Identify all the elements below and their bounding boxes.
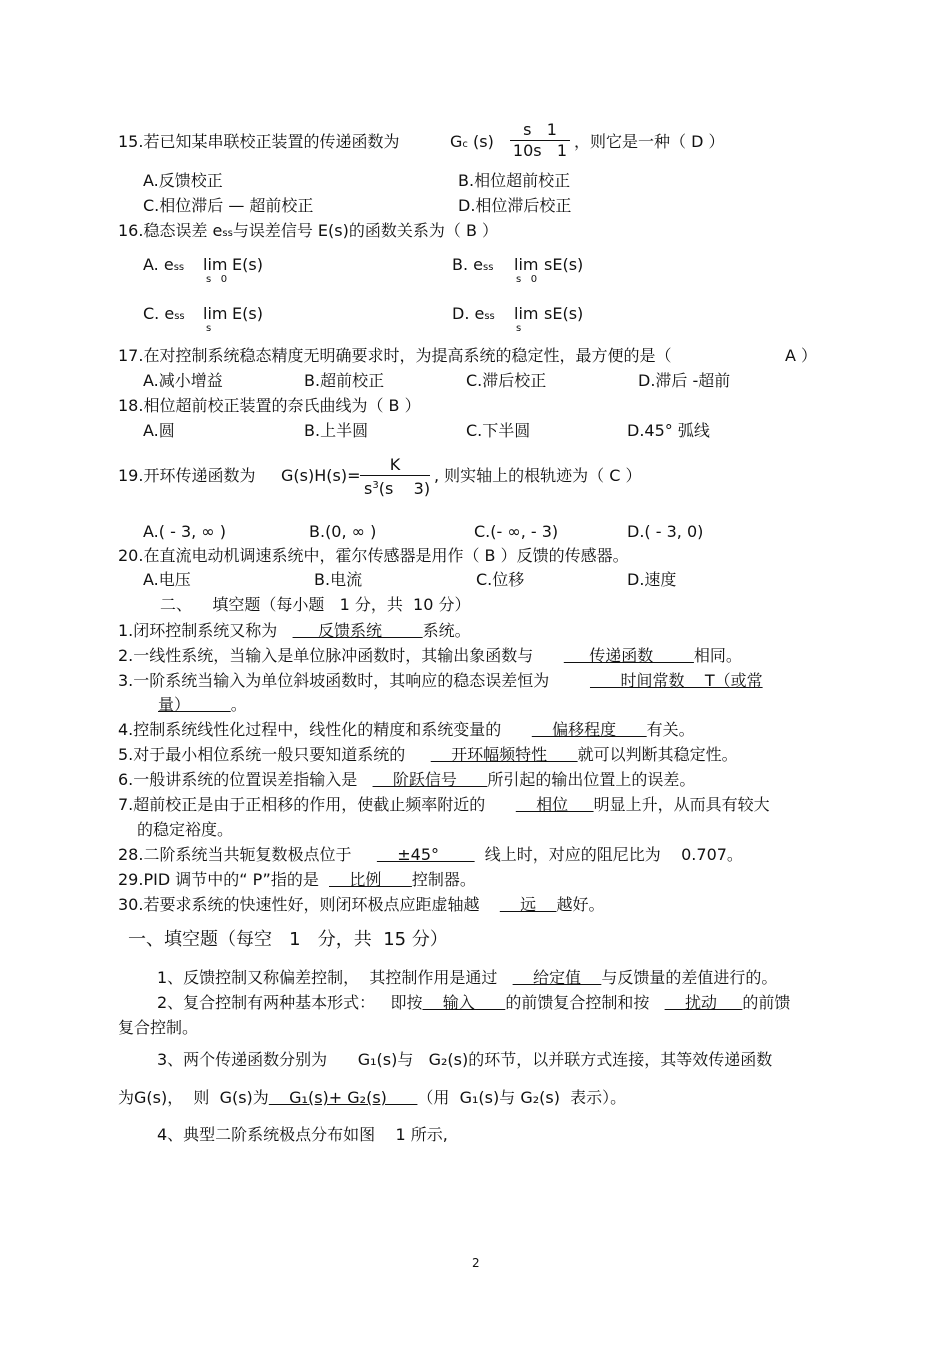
fill-item: 3.一阶系统当输入为单位斜坡函数时，其响应的稳态误差恒为 时间常数 T（或常 xyxy=(118,671,763,690)
s1-line-2b: 复合控制。 xyxy=(118,1018,199,1037)
fill-item: 6.一般讲系统的位置误差指输入是 阶跃信号 所引起的输出位置上的误差。 xyxy=(118,770,696,789)
section-2-title: 二、 填空题（每小题 1 分，共 10 分） xyxy=(160,595,471,614)
q16-option-c: C. ess xyxy=(143,304,185,323)
q17-option-c: C.滞后校正 xyxy=(466,371,547,390)
fill-item: 30.若要求系统的快速性好，则闭环极点应距虚轴越 远 越好。 xyxy=(118,895,605,914)
page-number: 2 xyxy=(472,1256,480,1270)
q18-option-a: A.圆 xyxy=(143,421,175,440)
q20-stem: 20.在直流电动机调速系统中，霍尔传感器是用作（ B ）反馈的传感器。 xyxy=(118,546,629,565)
q16-d-limsub: s xyxy=(516,323,522,334)
q16-stem: 16.稳态误差 ess与误差信号 E(s)的函数关系为（ B ） xyxy=(118,221,499,240)
s1-line-3: 3、两个传递函数分别为 G₁(s)与 G₂(s)的环节，以并联方式连接，其等效传递函数 xyxy=(157,1050,773,1069)
q18-stem: 18.相位超前校正装置的奈氏曲线为（ B ） xyxy=(118,396,421,415)
q15-expr: Gc (s) xyxy=(450,132,494,151)
q20-option-a: A.电压 xyxy=(143,570,191,589)
q16-a-lim: lim xyxy=(203,255,228,274)
fill-item: 2.一线性系统，当输入是单位脉冲函数时，其输出象函数与 传递函数 相同。 xyxy=(118,646,742,665)
q15-fraction: s 1 10s 1 xyxy=(510,120,570,161)
q15-option-a: A.反馈校正 xyxy=(143,171,223,190)
q17-answer: A ） xyxy=(785,346,818,365)
q19-option-b: B.(0, ∞ ) xyxy=(309,522,377,541)
q17-option-d: D.滞后 -超前 xyxy=(638,371,731,390)
q17-option-a: A.减小增益 xyxy=(143,371,223,390)
q19-option-a: A.( - 3, ∞ ) xyxy=(143,522,226,541)
fill-item: 4.控制系统线性化过程中，线性化的精度和系统变量的 偏移程度 有关。 xyxy=(118,720,695,739)
q16-b-lim: lim xyxy=(514,255,539,274)
q19-expr: G(s)H(s)= xyxy=(281,466,361,485)
s1-line-1: 1、反馈控制又称偏差控制， 其控制作用是通过 给定值 与反馈量的差值进行的。 xyxy=(157,968,778,987)
q20-option-d: D.速度 xyxy=(627,570,677,589)
q16-c-fn: E(s) xyxy=(232,304,263,323)
q16-option-b: B. ess xyxy=(452,255,494,274)
fill-item: 的稳定裕度。 xyxy=(137,820,234,839)
section-1-title: 一、填空题（每空 1 分，共 15 分） xyxy=(128,929,448,950)
q16-c-limsub: s xyxy=(206,323,212,334)
q16-c-lim: lim xyxy=(203,304,228,323)
fill-item: 29.PID 调节中的“ P”指的是 比例 控制器。 xyxy=(118,870,476,889)
q16-a-fn: E(s) xyxy=(232,255,263,274)
q20-option-b: B.电流 xyxy=(314,570,363,589)
q15-stem: 15.若已知某串联校正装置的传递函数为 xyxy=(118,132,400,151)
s1-line-2: 2、复合控制有两种基本形式： 即按 输入 的前馈复合控制和按 扰动 的前馈 xyxy=(157,993,791,1012)
fill-item: 1.闭环控制系统又称为 反馈系统 系统。 xyxy=(118,621,471,640)
q16-b-fn: sE(s) xyxy=(544,255,584,274)
q19-stem: 19.开环传递函数为 xyxy=(118,466,256,485)
q17-option-b: B.超前校正 xyxy=(304,371,385,390)
q16-d-fn: sE(s) xyxy=(544,304,584,323)
q19-option-c: C.(- ∞, - 3) xyxy=(474,522,559,541)
q18-option-c: C.下半圆 xyxy=(466,421,531,440)
q18-option-d: D.45° 弧线 xyxy=(627,421,710,440)
q16-option-a: A. ess xyxy=(143,255,185,274)
q15-tail: ，则它是一种（ D ） xyxy=(574,132,725,151)
q16-option-d: D. ess xyxy=(452,304,495,323)
q18-option-b: B.上半圆 xyxy=(304,421,369,440)
q19-fraction: K $s^3(s$ 3) xyxy=(360,455,430,499)
fill-item: 28.二阶系统当共轭复数极点位于 ±45° 线上时，对应的阻尼比为 0.707。 xyxy=(118,845,743,864)
q15-option-b: B.相位超前校正 xyxy=(458,171,571,190)
s1-line-4: 4、典型二阶系统极点分布如图 1 所示, xyxy=(157,1125,448,1144)
fill-item: 量） 。 xyxy=(158,695,247,714)
q15-option-d: D.相位滞后校正 xyxy=(458,196,572,215)
q19-option-d: D.( - 3, 0) xyxy=(627,522,704,541)
q16-d-lim: lim xyxy=(514,304,539,323)
q17-stem: 17.在对控制系统稳态精度无明确要求时，为提高系统的稳定性，最方便的是（ xyxy=(118,346,672,365)
q15-option-c: C.相位滞后 — 超前校正 xyxy=(143,196,314,215)
fill-item: 7.超前校正是由于正相移的作用，使截止频率附近的 相位 明显上升，从而具有较大 xyxy=(118,795,770,814)
q20-option-c: C.位移 xyxy=(476,570,525,589)
s1-line-3b: 为G(s)， 则 G(s)为 G₁(s)+ G₂(s) （用 G₁(s)与 G₂(s) 表示）。 xyxy=(118,1088,627,1107)
fill-item: 5.对于最小相位系统一般只要知道系统的 开环幅频特性 就可以判断其稳定性。 xyxy=(118,745,738,764)
q16-a-limsub: s 0 xyxy=(206,274,228,285)
q19-tail: , 则实轴上的根轨迹为（ C ） xyxy=(434,466,642,485)
q16-b-limsub: s 0 xyxy=(516,274,538,285)
